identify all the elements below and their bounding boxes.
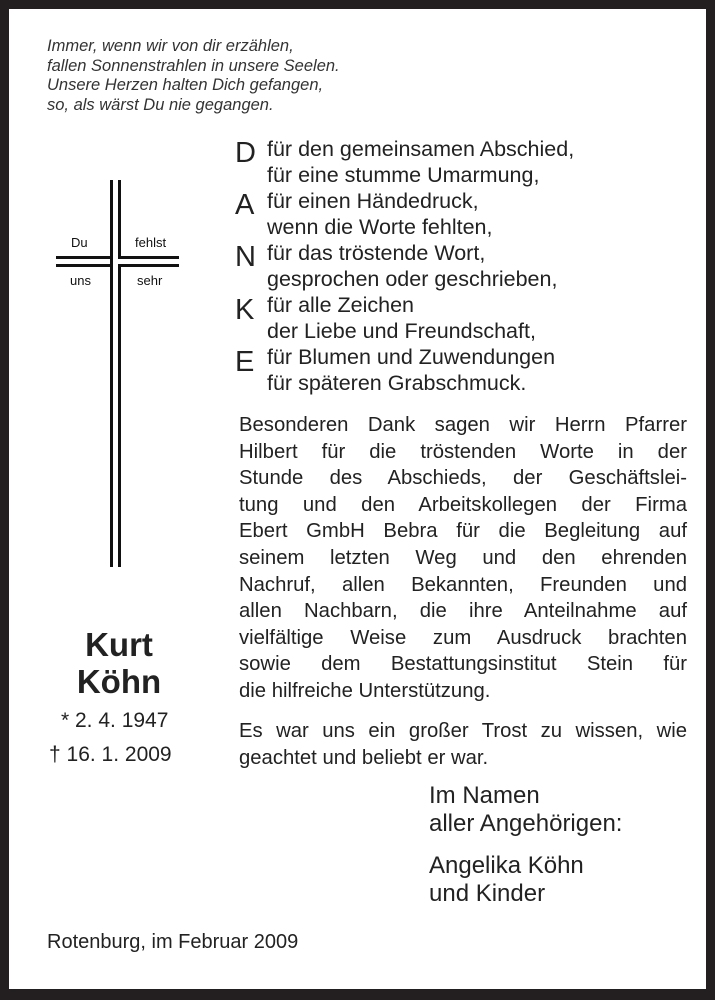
deceased-first-name: Kurt	[85, 626, 153, 663]
paragraph-line: Ebert GmbH Bebra für die Begleitung auf	[239, 520, 687, 543]
signature-line: aller Angehörigen:	[429, 810, 623, 837]
signature-line: Im Namen	[429, 782, 540, 809]
motto-line: so, als wärst Du nie gegangen.	[47, 95, 274, 114]
paragraph-line: vielfältige Weise zum Ausdruck brachten	[239, 626, 687, 649]
paragraph-line: Hilbert für die tröstenden Worte in der	[239, 440, 687, 463]
cross-horizontal-lower-right	[118, 264, 179, 267]
birth-date: * 2. 4. 1947	[61, 709, 169, 732]
paragraph-line: Es war uns ein großer Trost zu wissen, wie	[239, 720, 687, 742]
cross-text-uns: uns	[70, 273, 91, 288]
paragraph-line: allen Nachbarn, die ihre Anteilnahme auf	[239, 600, 687, 623]
danke-line: gesprochen oder geschrieben,	[267, 267, 558, 291]
signature-line: Angelika Köhn	[429, 852, 584, 879]
paragraph-line: geachtet und beliebt er war.	[239, 746, 489, 769]
signature-line: und Kinder	[429, 880, 546, 907]
danke-letter: K	[235, 294, 255, 326]
paragraph-line: sowie dem Bestattungsinstitut Stein für	[239, 653, 687, 676]
place-date: Rotenburg, im Februar 2009	[47, 931, 299, 953]
danke-line: für eine stumme Umarmung,	[267, 163, 540, 187]
motto-line: fallen Sonnenstrahlen in unsere Seelen.	[47, 56, 340, 75]
danke-line: für späteren Grabschmuck.	[267, 371, 527, 395]
cross-vertical-right-upper	[118, 180, 121, 257]
paragraph-line: tung und den Arbeitskollegen der Firma	[239, 493, 687, 516]
paragraph-line: Besonderen Dank sagen wir Herrn Pfarrer	[239, 414, 687, 436]
danke-line: für den gemeinsamen Abschied,	[267, 137, 575, 161]
motto-line: Unsere Herzen halten Dich gefangen,	[47, 76, 324, 94]
cross-text-sehr: sehr	[137, 273, 163, 288]
motto-poem	[47, 37, 340, 115]
cross-horizontal-lower-left	[56, 264, 113, 267]
deceased-last-name: Köhn	[76, 663, 162, 700]
cross-text-du: Du	[71, 235, 88, 250]
danke-letter: A	[235, 189, 255, 221]
obituary-notice	[9, 9, 706, 989]
paragraph-line: Stunde des Abschieds, der Geschäftslei-	[239, 467, 687, 490]
signature-names	[429, 852, 584, 908]
danke-line: für einen Händedruck,	[267, 189, 479, 213]
danke-line: wenn die Worte fehlten,	[267, 215, 493, 239]
danke-line: für alle Zeichen	[267, 293, 414, 317]
signature-intro	[429, 782, 622, 838]
paragraph-line: die hilfreiche Unterstützung.	[239, 679, 491, 702]
cross-text-fehlst: fehlst	[135, 235, 167, 250]
paragraph-line: Nachruf, allen Bekannten, Freunden und	[239, 573, 687, 596]
thanks-paragraph	[239, 412, 687, 705]
danke-line: für das tröstende Wort,	[267, 241, 486, 265]
danke-letter: E	[235, 346, 255, 378]
paragraph-line: seinem letzten Weg und den ehrenden	[239, 546, 687, 569]
cross-horizontal-upper-left	[56, 256, 113, 259]
danke-line: der Liebe und Freundschaft,	[267, 319, 536, 343]
death-date: † 16. 1. 2009	[49, 743, 172, 766]
danke-letter: D	[235, 137, 256, 169]
cross-horizontal-upper-right	[118, 256, 179, 259]
comfort-paragraph	[239, 718, 687, 771]
motto-line: Immer, wenn wir von dir erzählen,	[47, 37, 294, 55]
cross-vertical-right-lower	[118, 265, 121, 567]
danke-line: für Blumen und Zuwendungen	[267, 345, 556, 369]
cross-vertical-left-lower	[110, 265, 113, 567]
danke-letter: N	[235, 241, 256, 273]
